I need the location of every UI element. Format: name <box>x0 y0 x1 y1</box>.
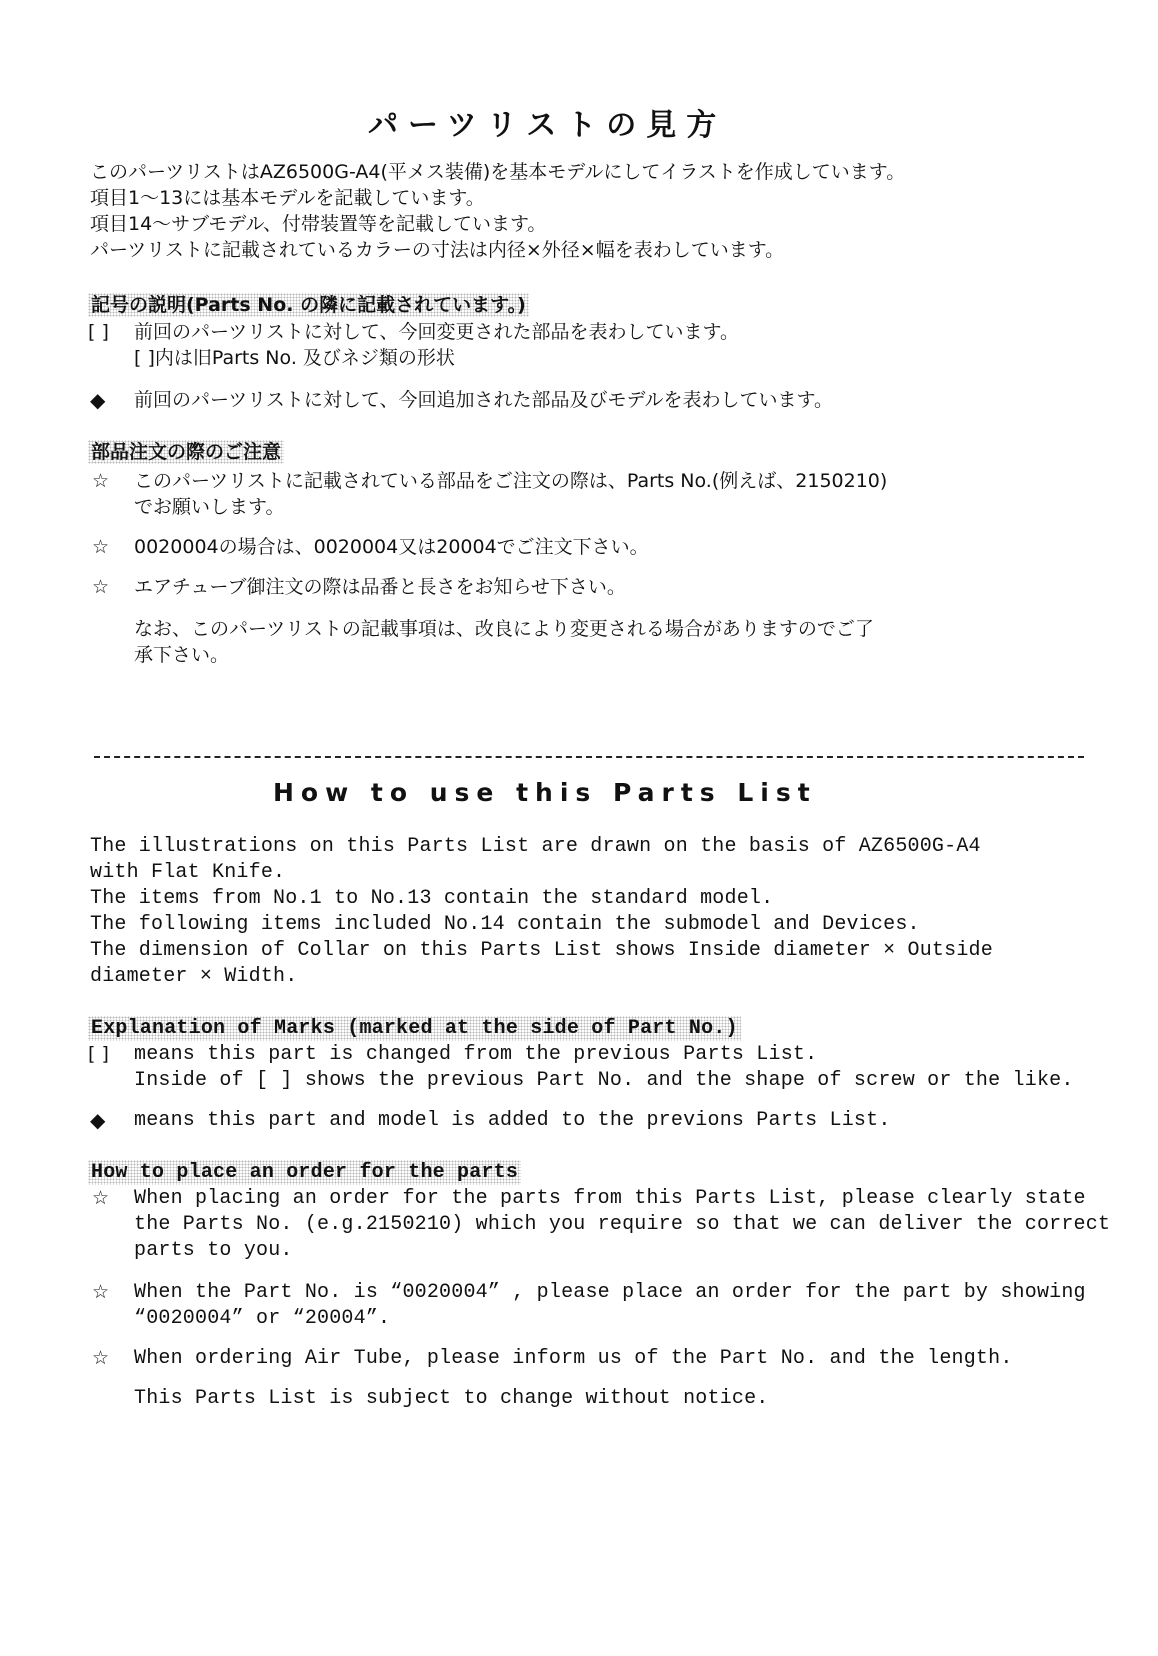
en-note: This Parts List is subject to change without notice. <box>134 1387 769 1410</box>
en-order-heading: How to place an order for the parts <box>88 1160 521 1185</box>
section-divider <box>94 756 1084 758</box>
jp-star-mark-3: ☆ <box>92 576 110 598</box>
jp-order-item-2: 0020004の場合は、0020004又は20004でご注文下さい。 <box>134 536 649 558</box>
en-order-item-1-line-3: parts to you. <box>134 1239 293 1262</box>
en-order-item-1-line-1: When placing an order for the parts from this Parts List, please clearly state <box>134 1187 1086 1210</box>
jp-intro-line-2: 項目1～13には基本モデルを記載しています。 <box>90 187 485 209</box>
jp-order-heading: 部品注文の際のご注意 <box>88 440 284 464</box>
en-diamond-desc: means this part and model is added to the previons Parts List. <box>134 1109 891 1132</box>
en-order-item-2-line-1: When the Part No. is “0020004” , please place an order for the part by showing <box>134 1281 1086 1304</box>
jp-intro-line-4: パーツリストに記載されているカラーの寸法は内径×外径×幅を表わしています。 <box>90 239 785 261</box>
jp-diamond-mark: ◆ <box>90 388 106 412</box>
en-intro-line-1: The illustrations on this Parts List are drawn on the basis of AZ6500G-A4 <box>90 835 981 858</box>
jp-intro-line-1: このパーツリストはAZ6500G-A4(平メス装備)を基本モデルにしてイラストを作成しています。 <box>90 161 906 183</box>
en-intro-line-2: with Flat Knife. <box>90 861 286 884</box>
en-intro-line-4: The following items included No.14 contain the submodel and Devices. <box>90 913 920 936</box>
jp-diamond-desc: 前回のパーツリストに対して、今回追加された部品及びモデルを表わしています。 <box>134 389 834 411</box>
en-intro-line-6: diameter × Width. <box>90 965 298 988</box>
en-bracket-desc-1: means this part is changed from the previous Parts List. <box>134 1043 818 1066</box>
jp-note-line-1: なお、このパーツリストの記載事項は、改良により変更される場合がありますのでご了 <box>134 618 874 640</box>
en-diamond-mark: ◆ <box>90 1108 106 1132</box>
en-star-mark-1: ☆ <box>92 1187 110 1209</box>
english-title: How to use this Parts List <box>273 778 817 807</box>
jp-marks-heading: 記号の説明(Parts No. の隣に記載されています。) <box>88 293 529 317</box>
jp-star-mark-2: ☆ <box>92 536 110 558</box>
jp-order-item-3: エアチューブ御注文の際は品番と長さをお知らせ下さい。 <box>134 576 626 598</box>
japanese-title: パーツリストの見方 <box>368 108 727 143</box>
en-intro-line-3: The items from No.1 to No.13 contain the standard model. <box>90 887 774 910</box>
en-order-item-3: When ordering Air Tube, please inform us of the Part No. and the length. <box>134 1347 1013 1370</box>
en-star-mark-3: ☆ <box>92 1347 110 1369</box>
jp-bracket-mark: [ ] <box>88 321 109 343</box>
en-order-item-1-line-2: the Parts No. (e.g.2150210) which you require so that we can deliver the correct <box>134 1213 1111 1236</box>
en-marks-heading: Explanation of Marks (marked at the side of Part No.) <box>88 1016 741 1041</box>
jp-star-mark-1: ☆ <box>92 470 110 492</box>
jp-bracket-desc-1: 前回のパーツリストに対して、今回変更された部品を表わしています。 <box>134 321 739 343</box>
en-order-item-2-line-2: “0020004” or “20004”. <box>134 1307 391 1330</box>
en-star-mark-2: ☆ <box>92 1281 110 1303</box>
jp-intro-line-3: 項目14～サブモデル、付帯装置等を記載しています。 <box>90 213 547 235</box>
jp-note-line-2: 承下さい。 <box>134 644 230 666</box>
en-bracket-mark: [ ] <box>88 1043 109 1065</box>
jp-order-item-1-line-1: このパーツリストに記載されている部品をご注文の際は、Parts No.(例えば、2150210) <box>134 470 888 492</box>
jp-bracket-desc-2: [ ]内は旧Parts No. 及びネジ類の形状 <box>134 347 455 369</box>
en-bracket-desc-2: Inside of [ ] shows the previous Part No. and the shape of screw or the like. <box>134 1069 1074 1092</box>
jp-order-item-1-line-2: でお願いします。 <box>134 496 285 518</box>
en-intro-line-5: The dimension of Collar on this Parts List shows Inside diameter × Outside <box>90 939 993 962</box>
